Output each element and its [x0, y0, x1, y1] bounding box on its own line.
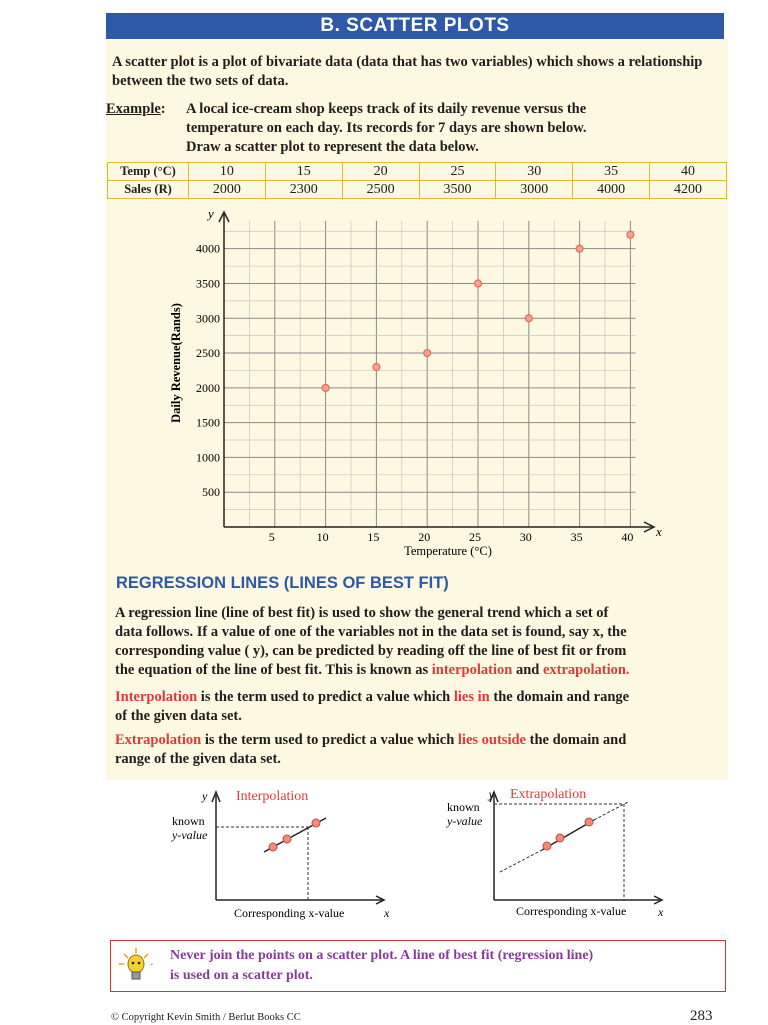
- x-tick-label: 40: [621, 530, 634, 544]
- regression-line-1: A regression line (line of best fit) is used to show the general trend which a set of: [115, 605, 609, 621]
- y-tick-label: 2000: [196, 380, 220, 395]
- extrap-title: Extrapolation: [510, 787, 587, 802]
- extrap-yvalue: y-value: [447, 814, 483, 828]
- temp-row-label: Temp (°C): [108, 163, 189, 181]
- scatter-point: [373, 363, 380, 370]
- chart-grid: [224, 221, 635, 527]
- interp-known: known: [172, 814, 205, 828]
- sales-row-label: Sales (R): [108, 181, 189, 199]
- interp-title: Interpolation: [236, 789, 309, 804]
- table-cell: 2300: [265, 181, 342, 199]
- table-cell: 4200: [650, 181, 727, 199]
- y-tick-label: 3500: [196, 276, 220, 291]
- table-row: [108, 181, 727, 199]
- table-cell: 2000: [189, 181, 266, 199]
- scatter-point: [322, 384, 329, 391]
- interpolation-term: interpolation: [431, 662, 513, 678]
- extrap-point: [556, 834, 564, 842]
- table-cell: 10: [189, 163, 266, 181]
- table-cell: 30: [496, 163, 573, 181]
- y-tick-label: 1000: [196, 450, 220, 465]
- example-line-1: A local ice-cream shop keeps track of its daily revenue versus the: [186, 101, 587, 117]
- scatter-point: [475, 280, 482, 287]
- x-axis-label: Temperature (°C): [404, 544, 492, 558]
- lightbulb-icon: [116, 946, 160, 982]
- extrapolation-diagram: [440, 780, 690, 925]
- y-tick-label: 3000: [196, 311, 220, 326]
- interpolation-diagram: [150, 780, 410, 925]
- regression-line-4: the equation of the line of best fit. This is known as interpolation and extrapolation.: [115, 662, 630, 678]
- interp-yvalue: y-value: [172, 828, 208, 842]
- x-tick-label: 30: [519, 530, 532, 544]
- extrapolation-definition: Extrapolation is the term used to predict a value which lies outside the domain and range of the given data set.: [115, 732, 627, 767]
- page-number: 283: [690, 1008, 713, 1024]
- interp-point: [269, 843, 277, 851]
- regression-paragraph: [115, 604, 727, 680]
- scatter-point: [424, 350, 431, 357]
- table-cell: 20: [342, 163, 419, 181]
- y-tick-label: 4000: [196, 241, 220, 256]
- example-line-2: temperature on each day. Its records for 7 days are shown below.: [186, 120, 587, 136]
- x-tick-label: 15: [367, 530, 380, 544]
- regression-line-3: corresponding value ( y), can be predicted by reading off the line of best fit or from: [115, 643, 627, 659]
- y-tick-label: 2500: [196, 346, 220, 361]
- x-tick-label: 5: [268, 530, 275, 544]
- y-tick-label: 500: [202, 485, 220, 500]
- data-table: [107, 162, 727, 199]
- table-cell: 4000: [573, 181, 650, 199]
- table-row: [108, 163, 727, 181]
- table-cell: 25: [419, 163, 496, 181]
- extrap-known: known: [447, 800, 480, 814]
- interp-corresponding: Corresponding x-value: [234, 906, 345, 920]
- extrap-corresponding: Corresponding x-value: [516, 904, 627, 918]
- note-text: [170, 946, 720, 986]
- x-axis-letter: x: [656, 524, 662, 539]
- scatter-point: [525, 315, 532, 322]
- interp-point: [312, 819, 320, 827]
- scatter-plot: [0, 200, 768, 570]
- table-cell: 35: [573, 163, 650, 181]
- note-line-1: Never join the points on a scatter plot. A line of best fit (regression line): [170, 948, 594, 963]
- x-tick-label: 20: [418, 530, 431, 544]
- intro-paragraph: A scatter plot is a plot of bivariate data (data that has two variables) which shows a relationship between the two sets of data.: [112, 54, 703, 89]
- interp-point: [283, 835, 291, 843]
- x-tick-label: 10: [316, 530, 329, 544]
- page-title: B. SCATTER PLOTS: [106, 13, 724, 39]
- x-tick-label: 35: [570, 530, 583, 544]
- table-cell: 3000: [496, 181, 573, 199]
- copyright: © Copyright Kevin Smith / Berlut Books CC: [111, 1012, 301, 1023]
- svg-text:·: ·: [150, 959, 154, 971]
- extrap-point: [585, 818, 593, 826]
- y-axis-label: Daily Revenue(Rands): [169, 303, 183, 423]
- extrap-point: [543, 842, 551, 850]
- extrapolation-label: Extrapolation: [115, 732, 202, 748]
- y-tick-label: 1500: [196, 415, 220, 430]
- regression-line-2: data follows. If a value of one of the variables not in the data set is found, say x, the: [115, 624, 627, 640]
- interpolation-label: Interpolation: [115, 689, 198, 705]
- x-tick-labels: [269, 530, 634, 544]
- table-cell: 15: [265, 163, 342, 181]
- scatter-point: [627, 231, 634, 238]
- interp-x-letter: x: [384, 906, 390, 920]
- y-axis-letter: y: [208, 206, 214, 221]
- extrap-x-letter: x: [658, 905, 664, 919]
- x-tick-label: 25: [469, 530, 481, 544]
- extrapolation-term: extrapolation.: [542, 662, 630, 678]
- note-line-2: is used on a scatter plot.: [170, 968, 313, 983]
- scatter-point: [576, 245, 583, 252]
- example-block: Example: A local ice-cream shop keeps track of its daily revenue versus the temperature on each day. Its records for 7 days are shown below. Draw a scatter plot to represent the data below.: [106, 100, 730, 157]
- interpolation-definition: Interpolation is the term used to predict a value which lies in the domain and range of the given data set.: [115, 689, 630, 724]
- table-cell: 3500: [419, 181, 496, 199]
- extrap-y-letter: y: [488, 787, 494, 801]
- regression-heading: REGRESSION LINES (LINES OF BEST FIT): [116, 574, 449, 592]
- interp-y-letter: y: [202, 789, 208, 803]
- y-tick-labels: [196, 242, 220, 500]
- chart-axes: [219, 212, 654, 532]
- example-line-3: Draw a scatter plot to represent the data below.: [186, 139, 479, 155]
- table-cell: 40: [650, 163, 727, 181]
- example-label: Example: [106, 101, 161, 117]
- table-cell: 2500: [342, 181, 419, 199]
